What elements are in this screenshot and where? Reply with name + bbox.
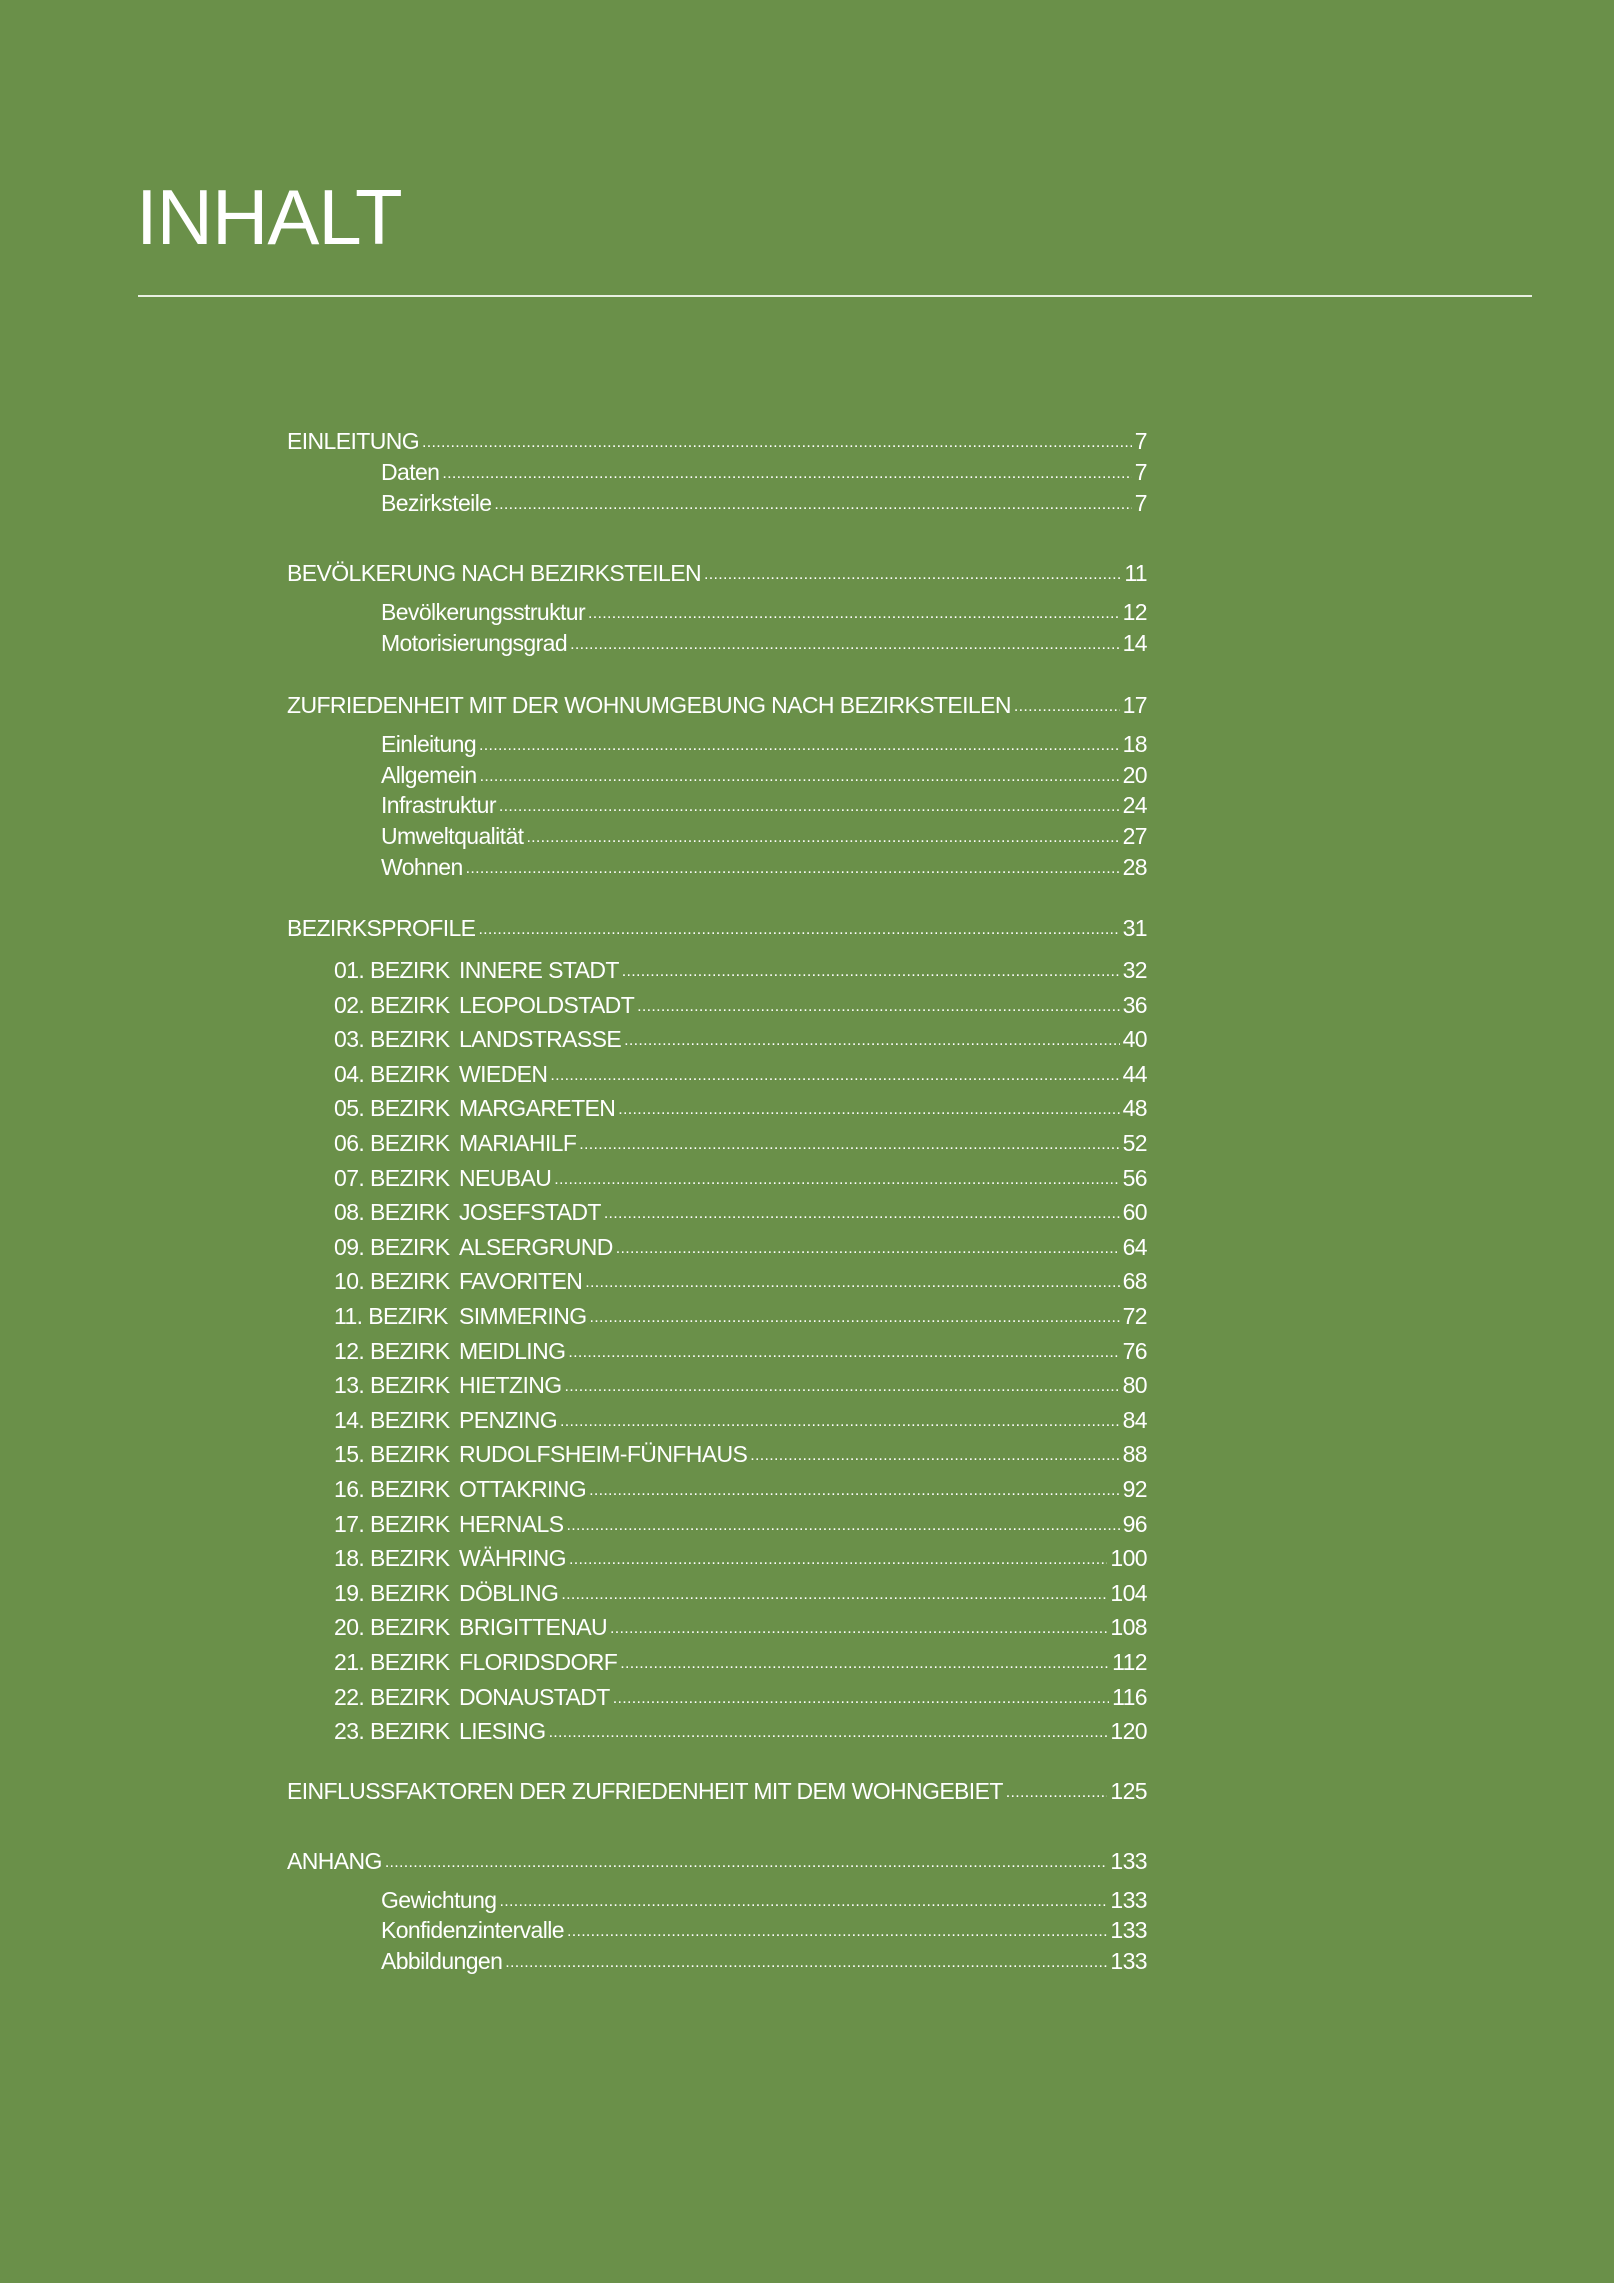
toc-district-label [287, 1095, 615, 1122]
district-name: SIMMERING [459, 1303, 587, 1329]
dot-leader [499, 1884, 1107, 1914]
toc-subentry-page: 18 [1122, 731, 1147, 757]
toc-district-page: 88 [1122, 1441, 1147, 1467]
district-name: BRIGITTENAU [459, 1614, 608, 1640]
dot-leader [1014, 689, 1120, 719]
toc-district-entry[interactable] [287, 1196, 1147, 1226]
toc-district-entry[interactable] [287, 1300, 1147, 1330]
district-number: 02. BEZIRK [334, 992, 450, 1018]
toc-district-page: 96 [1122, 1511, 1147, 1537]
district-number: 23. BEZIRK [334, 1718, 450, 1744]
dot-leader [554, 1162, 1119, 1192]
toc-subentry-label: Motorisierungsgrad [381, 630, 568, 656]
district-name: OTTAKRING [459, 1476, 587, 1502]
toc-district-label [287, 1303, 587, 1330]
dot-leader [442, 456, 1131, 486]
toc-subentry[interactable] [287, 1945, 1147, 1975]
district-number: 13. BEZIRK [334, 1372, 450, 1398]
district-number: 12. BEZIRK [334, 1338, 450, 1364]
toc-subentry-page: 7 [1134, 490, 1147, 516]
dot-leader [565, 1369, 1120, 1399]
toc-district-entry[interactable] [287, 1231, 1147, 1261]
toc-district-page: 100 [1110, 1545, 1147, 1571]
toc-subentry-label: Abbildungen [381, 1948, 503, 1974]
toc-subentry[interactable] [287, 456, 1147, 486]
dot-leader [561, 1577, 1107, 1607]
toc-district-entry[interactable] [287, 1404, 1147, 1434]
toc-district-label [287, 1165, 551, 1192]
district-name: NEUBAU [459, 1165, 552, 1191]
district-number: 21. BEZIRK [334, 1649, 450, 1675]
district-number: 16. BEZIRK [334, 1476, 450, 1502]
dot-leader [604, 1196, 1120, 1226]
toc-district-page: 44 [1122, 1061, 1147, 1087]
dot-leader [494, 487, 1131, 517]
toc-entry-bevoelkerung[interactable] [287, 557, 1147, 587]
district-number: 09. BEZIRK [334, 1234, 450, 1260]
toc-subentry-label: Konfidenzintervalle [381, 1917, 564, 1943]
toc-district-page: 64 [1122, 1234, 1147, 1260]
toc-district-page: 92 [1122, 1476, 1147, 1502]
district-number: 18. BEZIRK [334, 1545, 450, 1571]
toc-district-label [287, 1130, 576, 1157]
toc-district-label [287, 1649, 617, 1676]
toc-district-page: 36 [1122, 992, 1147, 1018]
toc-district-page: 116 [1112, 1684, 1147, 1710]
toc-district-label [287, 1199, 601, 1226]
toc-district-label [287, 1338, 565, 1365]
toc-subentry[interactable] [287, 1914, 1147, 1944]
dot-leader [479, 728, 1120, 758]
toc-subentry-label: Infrastruktur [381, 792, 496, 818]
district-number: 14. BEZIRK [334, 1407, 450, 1433]
toc-subentry[interactable] [287, 1884, 1147, 1914]
toc-subentry-page: 27 [1122, 823, 1147, 849]
toc-district-entry[interactable] [287, 1335, 1147, 1365]
toc-subentry-page: 133 [1110, 1948, 1147, 1974]
dot-leader [385, 1845, 1108, 1875]
district-number: 15. BEZIRK [334, 1441, 450, 1467]
dot-leader [560, 1404, 1120, 1434]
district-name: JOSEFSTADT [459, 1199, 601, 1225]
dot-leader [480, 759, 1120, 789]
district-name: LANDSTRASSE [459, 1026, 622, 1052]
district-number: 11. BEZIRK [334, 1303, 448, 1329]
dot-leader [579, 1127, 1119, 1157]
toc-district-label [287, 1545, 566, 1572]
dot-leader [618, 1092, 1119, 1122]
district-name: MEIDLING [459, 1338, 566, 1364]
toc-subentry-label: Einleitung [381, 731, 477, 757]
toc-subentry[interactable] [287, 627, 1147, 657]
toc-district-page: 32 [1122, 957, 1147, 983]
district-number: 19. BEZIRK [334, 1580, 450, 1606]
toc-district-entry[interactable] [287, 1508, 1147, 1538]
toc-district-entry[interactable] [287, 1265, 1147, 1295]
toc-entry-label: BEVÖLKERUNG NACH BEZIRKSTEILEN [287, 560, 701, 586]
toc-district-page: 80 [1122, 1372, 1147, 1398]
toc-district-entry[interactable] [287, 1023, 1147, 1053]
toc-district-page: 60 [1122, 1199, 1147, 1225]
toc-district-entry[interactable] [287, 1162, 1147, 1192]
dot-leader [466, 851, 1120, 881]
toc-subentry-page: 24 [1122, 792, 1147, 818]
toc-entry-einleitung[interactable] [287, 425, 1147, 455]
toc-district-label [287, 1476, 586, 1503]
district-number: 03. BEZIRK [334, 1026, 450, 1052]
dot-leader [750, 1438, 1119, 1468]
district-number: 08. BEZIRK [334, 1199, 450, 1225]
dot-leader [585, 1265, 1119, 1295]
toc-district-entry[interactable] [287, 989, 1147, 1019]
toc-district-page: 68 [1122, 1268, 1147, 1294]
toc-district-page: 112 [1112, 1649, 1147, 1675]
toc-entry-label: BEZIRKSPROFILE [287, 915, 476, 941]
toc-entry-page: 133 [1110, 1848, 1147, 1874]
toc-district-page: 76 [1122, 1338, 1147, 1364]
toc-subentry[interactable] [287, 596, 1147, 626]
dot-leader [588, 596, 1120, 626]
dot-leader [499, 789, 1120, 819]
toc-entry-page: 11 [1124, 560, 1147, 586]
toc-subentry[interactable] [287, 789, 1147, 819]
district-number: 07. BEZIRK [334, 1165, 450, 1191]
toc-subentry-label: Gewichtung [381, 1887, 497, 1913]
district-name: HERNALS [459, 1511, 564, 1537]
toc-district-entry[interactable] [287, 954, 1147, 984]
dot-leader [610, 1611, 1107, 1641]
district-name: WIEDEN [459, 1061, 548, 1087]
toc-district-page: 104 [1110, 1580, 1147, 1606]
toc-district-entry[interactable] [287, 1646, 1147, 1676]
toc-subentry-page: 133 [1110, 1917, 1147, 1943]
toc-subentry-page: 14 [1122, 630, 1147, 656]
toc-district-label [287, 1372, 562, 1399]
page-title: INHALT [136, 173, 402, 261]
toc-district-entry[interactable] [287, 1369, 1147, 1399]
toc-entry-label: EINFLUSSFAKTOREN DER ZUFRIEDENHEIT MIT DEM WOHNGEBIET [287, 1778, 1003, 1804]
toc-subentry-page: 133 [1110, 1887, 1147, 1913]
dot-leader [1006, 1775, 1108, 1805]
toc-district-page: 52 [1122, 1130, 1147, 1156]
toc-entry-einflussfaktoren[interactable] [287, 1775, 1147, 1805]
toc-district-label [287, 957, 619, 984]
toc-district-entry[interactable] [287, 1715, 1147, 1745]
toc-subentry[interactable] [287, 487, 1147, 517]
dot-leader [567, 1914, 1107, 1944]
toc-district-entry[interactable] [287, 1681, 1147, 1711]
toc-subentry[interactable] [287, 728, 1147, 758]
dot-leader [570, 627, 1120, 657]
dot-leader [622, 954, 1120, 984]
dot-leader [589, 1473, 1120, 1503]
district-name: HIETZING [459, 1372, 562, 1398]
toc-district-label [287, 1718, 546, 1745]
district-name: LIESING [459, 1718, 546, 1744]
district-name: INNERE STADT [459, 957, 619, 983]
district-name: RUDOLFSHEIM-FÜNFHAUS [459, 1441, 748, 1467]
dot-leader [624, 1023, 1119, 1053]
toc-district-label [287, 1026, 621, 1053]
dot-leader [566, 1508, 1119, 1538]
toc-district-label [287, 1684, 610, 1711]
district-number: 22. BEZIRK [334, 1684, 450, 1710]
dot-leader [613, 1681, 1109, 1711]
toc-district-entry[interactable] [287, 1058, 1147, 1088]
dot-leader [550, 1058, 1119, 1088]
district-name: FAVORITEN [459, 1268, 583, 1294]
district-number: 04. BEZIRK [334, 1061, 450, 1087]
district-number: 17. BEZIRK [334, 1511, 450, 1537]
district-name: MARIAHILF [459, 1130, 577, 1156]
district-name: WÄHRING [459, 1545, 566, 1571]
toc-district-label [287, 1407, 557, 1434]
dot-leader [620, 1646, 1109, 1676]
district-number: 06. BEZIRK [334, 1130, 450, 1156]
toc-entry-label: ANHANG [287, 1848, 382, 1874]
dot-leader [505, 1945, 1107, 1975]
toc-district-page: 48 [1122, 1095, 1147, 1121]
toc-district-label [287, 1511, 563, 1538]
toc-district-entry[interactable] [287, 1577, 1147, 1607]
district-name: LEOPOLDSTADT [459, 992, 635, 1018]
toc-district-entry[interactable] [287, 1542, 1147, 1572]
toc-district-page: 108 [1110, 1614, 1147, 1640]
dot-leader [569, 1542, 1107, 1572]
district-name: ALSERGRUND [459, 1234, 613, 1260]
dot-leader [478, 912, 1119, 942]
toc-district-label [287, 992, 634, 1019]
toc-district-entry[interactable] [287, 1611, 1147, 1641]
dot-leader [704, 557, 1121, 587]
district-name: PENZING [459, 1407, 558, 1433]
toc-entry-page: 17 [1122, 692, 1147, 718]
dot-leader [422, 425, 1132, 455]
toc-subentry-label: Allgemein [381, 762, 477, 788]
toc-subentry-page: 7 [1134, 459, 1147, 485]
toc-subentry[interactable] [287, 851, 1147, 881]
title-divider [138, 295, 1532, 297]
toc-district-page: 120 [1110, 1718, 1147, 1744]
district-name: MARGARETEN [459, 1095, 616, 1121]
district-number: 20. BEZIRK [334, 1614, 450, 1640]
dot-leader [549, 1715, 1108, 1745]
toc-district-page: 56 [1122, 1165, 1147, 1191]
dot-leader [616, 1231, 1120, 1261]
toc-subentry-page: 28 [1122, 854, 1147, 880]
toc-district-label [287, 1061, 547, 1088]
toc-entry-label: EINLEITUNG [287, 428, 420, 454]
toc-district-entry[interactable] [287, 1127, 1147, 1157]
toc-subentry[interactable] [287, 759, 1147, 789]
toc-entry-bezirksprofile[interactable] [287, 912, 1147, 942]
toc-subentry-page: 12 [1122, 599, 1147, 625]
toc-district-entry[interactable] [287, 1092, 1147, 1122]
toc-district-page: 72 [1122, 1303, 1147, 1329]
dot-leader [590, 1300, 1120, 1330]
district-name: FLORIDSDORF [459, 1649, 618, 1675]
district-number: 05. BEZIRK [334, 1095, 450, 1121]
toc-entry-page: 31 [1122, 915, 1147, 941]
toc-subentry-label: Daten [381, 459, 440, 485]
dot-leader [637, 989, 1119, 1019]
toc-district-entry[interactable] [287, 1473, 1147, 1503]
toc-subentry-label: Bezirksteile [381, 490, 492, 516]
toc-entry-label: ZUFRIEDENHEIT MIT DER WOHNUMGEBUNG NACH BEZIRKSTEILEN [287, 692, 1011, 718]
toc-district-page: 40 [1122, 1026, 1147, 1052]
district-number: 01. BEZIRK [334, 957, 450, 983]
toc-district-label [287, 1614, 607, 1641]
toc-district-label [287, 1234, 613, 1261]
dot-leader [568, 1335, 1119, 1365]
district-number: 10. BEZIRK [334, 1268, 450, 1294]
district-name: DÖBLING [459, 1580, 559, 1606]
district-name: DONAUSTADT [459, 1684, 610, 1710]
toc-subentry[interactable] [287, 820, 1147, 850]
toc-district-entry[interactable] [287, 1438, 1147, 1468]
toc-district-label [287, 1441, 747, 1468]
toc-entry-page: 7 [1134, 428, 1147, 454]
toc-district-page: 84 [1122, 1407, 1147, 1433]
dot-leader [526, 820, 1119, 850]
toc-district-label [287, 1268, 582, 1295]
toc-entry-zufriedenheit[interactable] [287, 689, 1147, 719]
toc-subentry-label: Bevölkerungsstruktur [381, 599, 586, 625]
toc-subentry-label: Wohnen [381, 854, 463, 880]
toc-district-label [287, 1580, 558, 1607]
toc-subentry-page: 20 [1122, 762, 1147, 788]
toc-entry-page: 125 [1110, 1778, 1147, 1804]
toc-subentry-label: Umweltqualität [381, 823, 524, 849]
toc-entry-anhang[interactable] [287, 1845, 1147, 1875]
